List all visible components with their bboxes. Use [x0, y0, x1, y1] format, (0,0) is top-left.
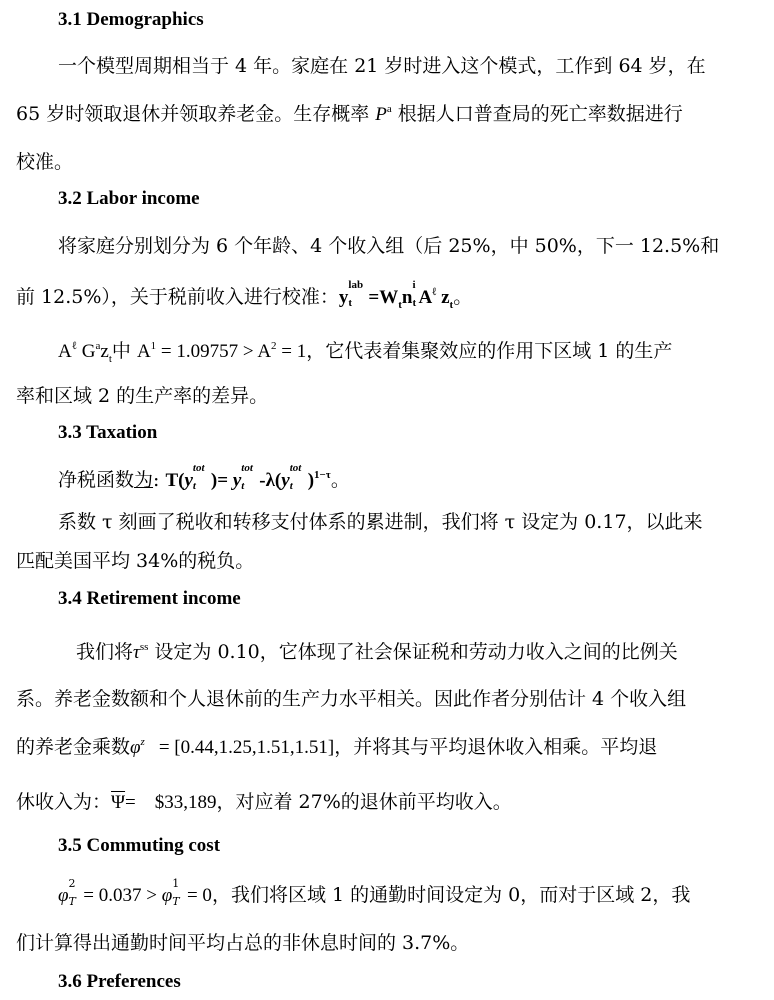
demographics-line-1: 一个模型周期相当于 4 年。家庭在 21 岁时进入这个模式，工作到 64 岁，在 — [58, 55, 706, 77]
section-heading-taxation: 3.3 Taxation — [58, 422, 158, 443]
taxation-line-1: 净税函数为: T(y tot t )= y tot t -λ(y tot t )$^{1-\tau}$。 — [58, 462, 350, 492]
section-heading-commuting-cost: 3.5 Commuting cost — [58, 835, 221, 856]
section-heading-retirement-income: 3.4 Retirement income — [58, 588, 241, 609]
commuting-cost-line-1: φ 2 T = 0.037 > φ 1 T = 0，我们将区域 1 的通勤时间设定为 0，而对于区域 2，我 — [58, 877, 691, 908]
section-heading-preferences: 3.6 Preferences — [58, 971, 181, 992]
commuting-cost-line-2: 们计算得出通勤时间平均占总的非休息时间的 3.7%。 — [16, 932, 470, 954]
retirement-income-line-4: 休收入为：$\overline{\Psi}=$ $33,189，对应着 27%的退休前平均收入。 — [16, 791, 512, 813]
labor-income-line-2: 前 12.5%），关于税前收入进行校准：y lab t $=W_tn$ i t $A^\ell$ $z_t$。 — [16, 279, 473, 311]
retirement-income-line-2: 系。养老金数额和个人退休前的生产力水平相关。因此作者分别估计 4 个收入组 — [16, 688, 687, 710]
demographics-line-3: 校准。 — [16, 151, 74, 173]
labor-income-line-4: 率和区域 2 的生产率的差异。 — [16, 385, 269, 407]
retirement-income-line-3: 的养老金乘数$\varphi^z = [0.44,1.25,1.51,1.51]$，并将其与平均退休收入相乘。平均退 — [16, 736, 658, 758]
taxation-line-2: 系数 τ 刻画了税收和转移支付体系的累进制，我们将 τ 设定为 0.17，以此来 — [58, 511, 703, 533]
labor-income-line-1: 将家庭分别划分为 6 个年龄、4 个收入组（后 25%，中 50%，下一 12.5%和 — [58, 235, 720, 257]
taxation-line-3: 匹配美国平均 34%的税负。 — [16, 550, 255, 572]
labor-income-formula: y lab t $=W_tn$ i t $A^\ell$ $z_t$ — [338, 279, 454, 311]
section-heading-labor-income: 3.2 Labor income — [58, 188, 200, 209]
labor-income-line-3: $A^\ell$ $G^az_t$中 $A^1 = 1.09757 > A^2 = 1$，它代表着集聚效应的作用下区域 1 的生产 — [58, 340, 673, 365]
demographics-line-2: 65 岁时领取退休并领取养老金。生存概率 $P^a$ 根据人口普查局的死亡率数据进行 — [16, 103, 683, 125]
section-heading-demographics: 3.1 Demographics — [58, 9, 204, 30]
net-tax-formula: T(y tot t )= y tot t -λ(y tot t )$^{1-\tau}$ — [165, 462, 331, 492]
retirement-income-line-1: 我们将$\tau^{ss}$ 设定为 0.10，它体现了社会保证税和劳动力收入之间的比例关 — [76, 641, 678, 663]
